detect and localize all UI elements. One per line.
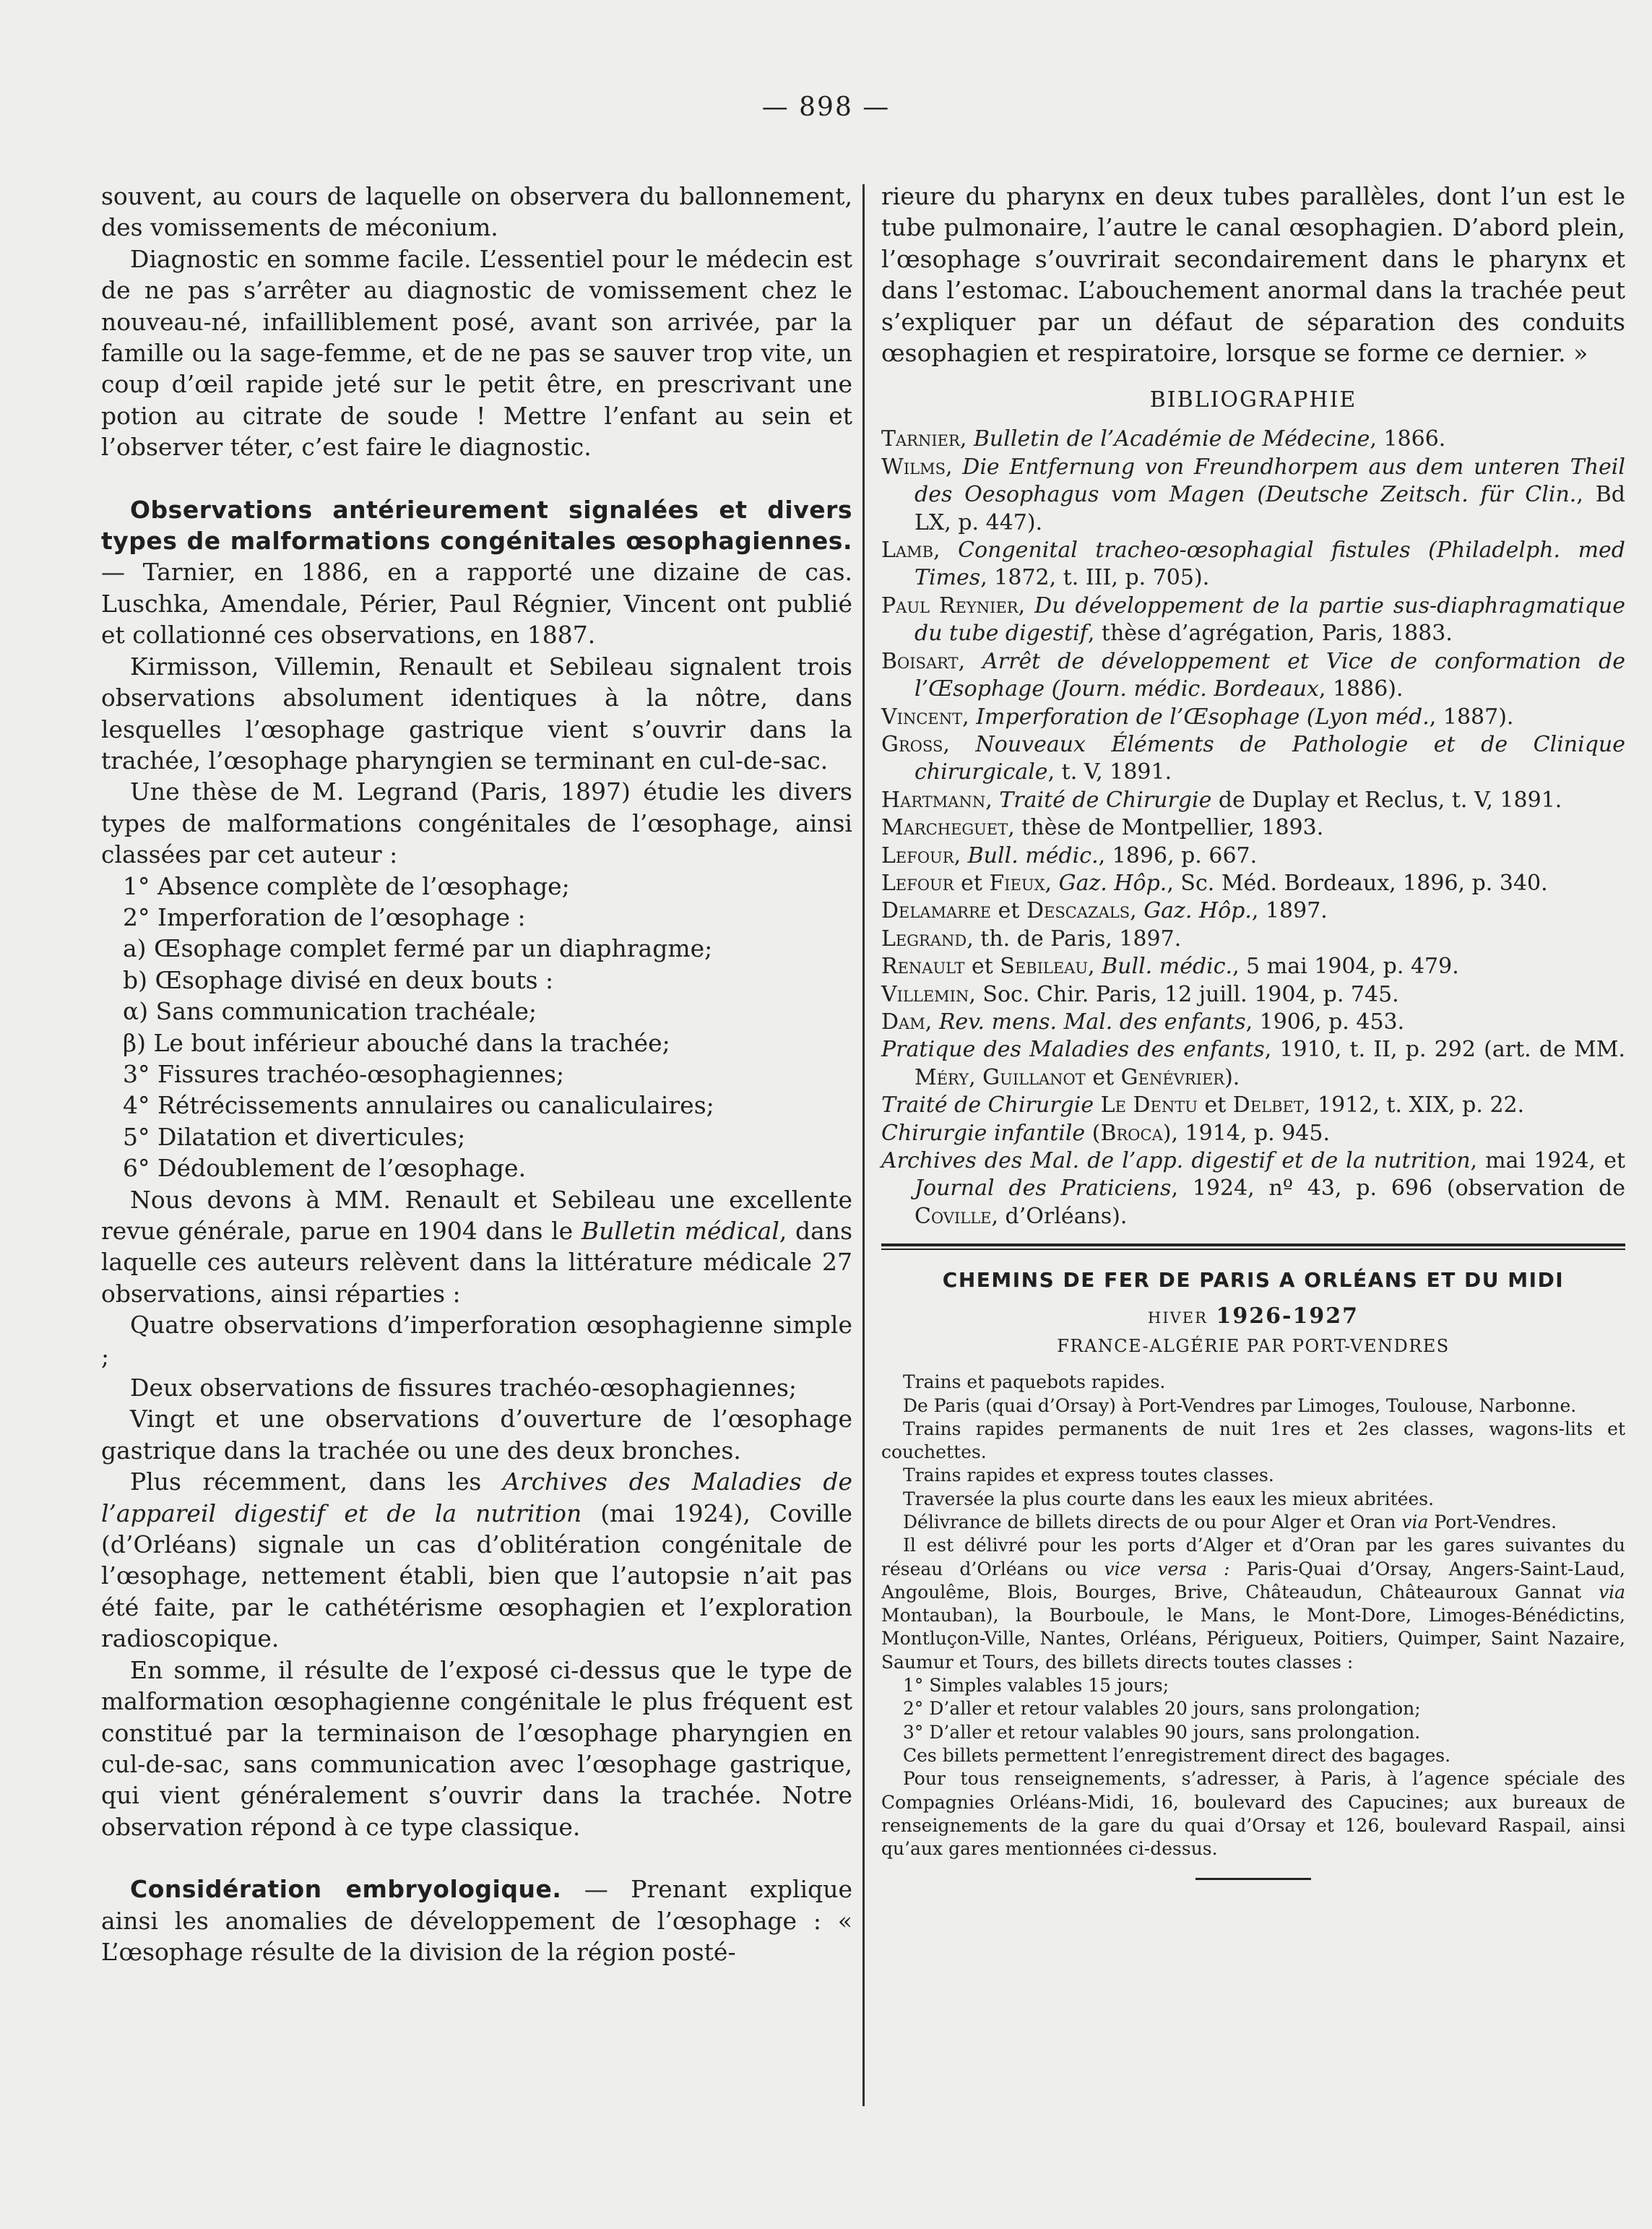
paragraph: souvent, au cours de laquelle on observera du ballonnement, des vomissements de méconium. [101, 182, 852, 242]
notice-paragraph: De Paris (quai d’Orsay) à Port-Vendres par Limoges, Toulouse, Narbonne. [903, 1394, 1577, 1416]
text-run: , [958, 648, 983, 674]
paragraph: Quatre observations d’imperforation œsophagienne simple ; [101, 1311, 852, 1371]
author: Fieux [989, 870, 1045, 896]
notice-body [881, 1371, 1625, 1861]
paragraph: Une thèse de M. Legrand (Paris, 1897) étudie les divers types de malformations congénitales de l’œsophage, ainsi classées par cet auteur : [101, 777, 852, 869]
left-column [101, 181, 852, 1967]
column-divider [862, 184, 865, 2106]
notice-paragraph: Traversée la plus courte dans les eaux les mieux abritées. [903, 1488, 1435, 1509]
bib-entry [881, 981, 1625, 1009]
bib-entry [881, 953, 1625, 980]
paragraph: rieure du pharynx en deux tubes parallèles, dont l’un est le tube pulmonaire, l’autre le canal œsophagien. D’abord plein, l’œsophage s’ouvrirait secondairement dans le pharynx et dans l’estomac. L’abouchement anormal dans la trachée peut s’expliquer par un défaut de séparation des conduits œsophagien et respiratoire, lorsque se forme ce dernier. » [881, 182, 1625, 368]
work-title: Archives des Mal. de l’app. digestif et de la nutrition [881, 1148, 1471, 1173]
paragraph: Diagnostic en somme facile. L’essentiel pour le médecin est de ne pas s’arrêter au diagnostic de vomissement chez le nouveau-né, infailliblement posé, avant son arrivée, par la famille ou la sage-femme, et de ne pas se sauver trop vite, un coup d’œil rapide jeté sur le petit être, en prescrivant une potion au citrate de soude ! Mettre l’enfant au sein et l’observer téter, c’est faire le diagnostic. [101, 244, 852, 462]
section-divider [881, 1243, 1625, 1250]
notice-paragraph: Trains et paquebots rapides. [903, 1371, 1166, 1393]
notice-season [881, 1303, 1625, 1329]
text-run [1094, 1092, 1101, 1118]
text-run: , [959, 426, 974, 452]
text-run: , Soc. Chir. Paris, 12 juill. 1904, p. 745. [969, 981, 1399, 1007]
author: Guillanot [982, 1064, 1086, 1090]
bib-entry [881, 537, 1625, 592]
text-run: , [945, 454, 963, 480]
text-run: via [1401, 1512, 1429, 1532]
text-run: , [943, 731, 976, 757]
list-item: 6° Dédoublement de l’œsophage. [123, 1154, 527, 1183]
text-run: et [953, 870, 990, 896]
text-run: , 1896, p. 667. [1098, 842, 1258, 868]
author: Descazals [1026, 898, 1130, 924]
text-run: vice versa : [1104, 1558, 1230, 1579]
section-paragraph [101, 494, 852, 651]
work-title: Du développement de la partie sus-diaphragmatique du tube digestif [914, 592, 1625, 647]
author: Legrand [881, 926, 967, 952]
author: Gross [881, 731, 943, 757]
text-run: , [1018, 592, 1035, 618]
text-run: , 1924, nº 43, p. 696 (observation de [1171, 1176, 1625, 1202]
text-run: , Sc. Méd. Bordeaux, 1896, p. 340. [1167, 870, 1548, 896]
bib-entry [881, 870, 1625, 897]
text-run: , thèse d’agrégation, Paris, 1883. [1087, 621, 1453, 647]
section-heading: Observations antérieurement signalées et divers types de malformations congénitales œsophagiennes. [101, 495, 852, 556]
notice-paragraph: Trains rapides permanents de nuit 1res et 2es classes, wagons-lits et couchettes. [881, 1418, 1625, 1463]
author: Lefour [881, 870, 954, 896]
text-run: , [969, 1064, 983, 1090]
season-label: hiver [1148, 1303, 1208, 1329]
list-item: b) Œsophage divisé en deux bouts : [123, 965, 554, 994]
text-run: , 1866. [1370, 426, 1446, 452]
paragraph [101, 1466, 852, 1654]
paragraph: Vingt et une observations d’ouverture de l’œsophage gastrique dans la trachée ou une des deux bronches. [101, 1405, 852, 1465]
section-heading: Considération embryologique. [130, 1875, 562, 1904]
text-run: , [925, 1009, 939, 1035]
text-run: et [991, 898, 1027, 924]
section-paragraph [101, 1874, 852, 1967]
text-run: , 5 mai 1904, p. 479. [1232, 954, 1459, 980]
text-run: ( [1085, 1120, 1101, 1146]
text-run: , t. V, 1891. [1047, 759, 1172, 785]
author: Delbet [1232, 1092, 1304, 1118]
notice-paragraph: Ces billets permettent l’enregistrement direct des bagages. [903, 1744, 1451, 1766]
paragraph-text: — Prenant explique ainsi les anomalies de développement de l’œsophage : « L’œsophage résulte de la division de la région posté- [101, 1875, 852, 1966]
list-item: a) Œsophage complet fermé par un diaphragme; [123, 934, 713, 963]
text-run: et [1085, 1064, 1121, 1090]
bibliography-list [881, 426, 1625, 1230]
text-run: Nous devons à MM. Renault et Sebileau une excellente revue générale, parue en 1904 dans le [101, 1185, 852, 1245]
bib-entry [881, 814, 1625, 842]
paragraph: En somme, il résulte de l’exposé ci-dessus que le type de malformation œsophagienne congénitale le plus fréquent est constitué par la terminaison de l’œsophage pharyngien en cul-de-sac, sans communication avec l’œsophage gastrique, qui vient généralement s’ouvrir dans la trachée. Notre observation répond à ce type classique. [101, 1655, 852, 1841]
notice-paragraph: Pour tous renseignements, s’adresser, à Paris, à l’agence spéciale des Compagnies Orléans-Midi, 16, boulevard des Capucines; aux bureaux de renseignements de la gare du quai d’Orsay et 126, boulevard Raspail, ainsi qu’aux gares mentionnées ci-dessus. [881, 1768, 1625, 1860]
work-title: Bull. médic. [1102, 954, 1233, 980]
work-title: Journal des Praticiens [914, 1176, 1172, 1202]
work-title: Bulletin de l’Académie de Médecine [973, 426, 1370, 452]
author: Hartmann [881, 787, 986, 813]
author: Paul Reynier [881, 592, 1019, 618]
author: Lefour [881, 842, 954, 868]
ticket-item: 2° D’aller et retour valables 20 jours, sans prolongation; [903, 1698, 1421, 1720]
text-run: , thèse de Montpellier, 1893. [1008, 815, 1324, 841]
author: Wilms [881, 454, 946, 480]
text-run: (mai 1924), Coville (d’Orléans) signale un cas d’oblitération congénitale de l’œsophage, nettement établi, bien que l’autopsie n’ait pas été faite, par le cathétérisme œsophagien et l’exploration radioscopique. [101, 1499, 852, 1653]
season-years: 1926-1927 [1216, 1303, 1359, 1329]
text-run: Plus récemment, dans les [130, 1467, 503, 1496]
ticket-item: 3° D’aller et retour valables 90 jours, sans prolongation. [903, 1721, 1421, 1743]
text-run: et [1197, 1092, 1233, 1118]
author: Méry [914, 1064, 969, 1090]
text-run: , 1872, t. III, p. 705). [980, 565, 1210, 591]
bib-entry [881, 926, 1625, 953]
bib-entry [881, 592, 1625, 648]
bib-entry [881, 648, 1625, 704]
text-run: , [962, 704, 977, 730]
text-run: , dans laquelle ces auteurs relèvent dans la littérature médicale 27 observations, ainsi réparties : [101, 1217, 853, 1308]
bib-entry [881, 897, 1625, 925]
author: Coville [914, 1203, 992, 1229]
text-run: , Bd LX, p. 447). [914, 482, 1625, 535]
bib-entry [881, 842, 1625, 870]
list-item: 1° Absence complète de l’œsophage; [123, 871, 570, 900]
work-title: Bull. médic. [967, 842, 1099, 868]
text-run: Montauban), la Bourboule, le Mans, le Mont-Dore, Limoges-Bénédictins, Montluçon-Ville, Nantes, Orléans, Périgueux, Poitiers, Quimper, Saint Nazaire, Saumur et Tours, des billets directs toutes classes : [881, 1605, 1625, 1673]
author: Le Dentu [1100, 1092, 1198, 1118]
author: Dam [881, 1009, 925, 1035]
list-item: 3° Fissures trachéo-œsophagiennes; [123, 1059, 565, 1088]
bib-entry [881, 1120, 1625, 1147]
bib-entry [881, 787, 1625, 814]
text-run: , d’Orléans). [991, 1203, 1128, 1229]
text-run: , mai 1924, et [1470, 1148, 1625, 1173]
text-run: , 1910, t. II, p. 292 (art. de MM. [1264, 1037, 1626, 1063]
bibliography-title: BIBLIOGRAPHIE [1149, 387, 1357, 413]
text-run: , [1130, 898, 1144, 924]
work-title: Traité de Chirurgie [999, 787, 1212, 813]
bib-entry [881, 1036, 1625, 1092]
text-run: ), 1914, p. 945. [1162, 1120, 1331, 1146]
bib-entry [881, 731, 1625, 787]
notice-paragraph [881, 1511, 1625, 1534]
text-run: , th. de Paris, 1897. [966, 926, 1182, 952]
text-run: Paris-Quai d’Orsay, Angers-Saint-Laud, Angoulême, Blois, Bourges, Brive, Châteaudun, Châteauroux Gannat [881, 1558, 1625, 1603]
author: Tarnier [881, 426, 960, 452]
work-title: Gaz. Hôp. [1058, 870, 1167, 896]
bib-entry [881, 454, 1625, 537]
italic-title: Archives des Maladies de l’appareil digestif et de la nutrition [101, 1467, 852, 1527]
bib-entry [881, 1092, 1625, 1119]
author: Sebileau [1000, 954, 1089, 980]
end-rule [1195, 1878, 1311, 1880]
page-number: — 898 — [761, 92, 891, 122]
paragraph-text: — Tarnier, en 1886, en a rapporté une dizaine de cas. Luschka, Amendale, Périer, Paul Régnier, Vincent ont publié et collationné ces observations, en 1887. [101, 558, 852, 650]
work-title: Gaz. Hôp. [1143, 898, 1252, 924]
author: Vincent [881, 704, 963, 730]
author: Lamb [881, 538, 934, 564]
bib-entry [881, 1147, 1625, 1230]
work-title: Nouveaux Éléments de Pathologie et de Clinique chirurgicale [914, 731, 1625, 785]
text-run: , [985, 787, 1000, 813]
text-run: via [1598, 1581, 1625, 1603]
text-run: , 1887). [1429, 704, 1514, 730]
text-run: Délivrance de billets directs de ou pour Alger et Oran [903, 1512, 1402, 1532]
bib-entry [881, 426, 1625, 453]
text-run: , [933, 538, 959, 564]
italic-title: Bulletin médical [581, 1217, 779, 1245]
work-title: Chirurgie infantile [881, 1120, 1086, 1146]
list-item: α) Sans communication trachéale; [123, 997, 537, 1026]
text-run: , [1045, 870, 1059, 896]
work-title: Rev. mens. Mal. des enfants [938, 1009, 1246, 1035]
text-run: , 1897. [1251, 898, 1328, 924]
notice-paragraph: Trains rapides et express toutes classes. [903, 1465, 1274, 1486]
ticket-item: 1° Simples valables 15 jours; [903, 1675, 1169, 1696]
text-run: , 1912, t. XIX, p. 22. [1303, 1092, 1525, 1118]
text-run: , 1886). [1318, 676, 1404, 702]
author: Delamarre [881, 898, 992, 924]
text-run: Il est délivré pour les ports d’Alger et d’Oran par les gares suivantes du réseau d’Orléans ou [881, 1535, 1625, 1579]
work-title: Imperforation de l’Œsophage (Lyon méd. [976, 704, 1430, 730]
work-title: Pratique des Maladies des enfants [881, 1037, 1265, 1063]
author: Villemin [881, 981, 969, 1007]
text-run: , [953, 842, 968, 868]
work-title: Arrêt de développement et Vice de conformation de l’Œsophage (Journ. médic. Bordeaux [914, 648, 1625, 702]
work-title: Congenital tracheo-œsophagial fistules (Philadelph. med Times [914, 538, 1625, 591]
text-run: et [964, 954, 1000, 980]
paragraph: Deux observations de fissures trachéo-œsophagiennes; [130, 1374, 797, 1402]
author: Genévrier [1120, 1064, 1225, 1090]
notice-subtitle: FRANCE-ALGÉRIE PAR PORT-VENDRES [1057, 1336, 1450, 1357]
list-item: 5° Dilatation et diverticules; [123, 1122, 466, 1151]
text-run: ). [1224, 1064, 1240, 1090]
work-title: Traité de Chirurgie [881, 1092, 1094, 1118]
author: Broca [1100, 1120, 1163, 1146]
paragraph [101, 1184, 852, 1310]
notice-paragraph [881, 1534, 1625, 1674]
bib-entry [881, 1009, 1625, 1036]
list-item: 2° Imperforation de l’œsophage : [123, 902, 526, 931]
text-run: de Duplay et Reclus, t. V, 1891. [1211, 787, 1562, 813]
author: Renault [881, 954, 965, 980]
work-title: Die Entfernung von Freundhorpem aus dem unteren Theil des Oesophagus vom Magen (Deutsche Zeitsch. für Clin. [914, 454, 1625, 508]
notice-title: CHEMINS DE FER DE PARIS A ORLÉANS ET DU MIDI [942, 1268, 1565, 1293]
bib-entry [881, 704, 1625, 731]
right-column [881, 181, 1625, 1880]
author: Boisart [881, 648, 959, 674]
text-run: , 1906, p. 453. [1245, 1009, 1405, 1035]
list-item: 4° Rétrécissements annulaires ou canaliculaires; [123, 1091, 714, 1120]
text-run: Port-Vendres. [1428, 1512, 1557, 1532]
paragraph: Kirmisson, Villemin, Renault et Sebileau signalent trois observations absolument identiques à la nôtre, dans lesquelles l’œsophage gastrique vient s’ouvrir dans la trachée, l’œsophage pharyngien se terminant en cul-de-sac. [101, 652, 852, 775]
text-run: , [1088, 954, 1102, 980]
list-item: β) Le bout inférieur abouché dans la trachée; [123, 1028, 670, 1057]
author: Marcheguet [881, 815, 1008, 841]
